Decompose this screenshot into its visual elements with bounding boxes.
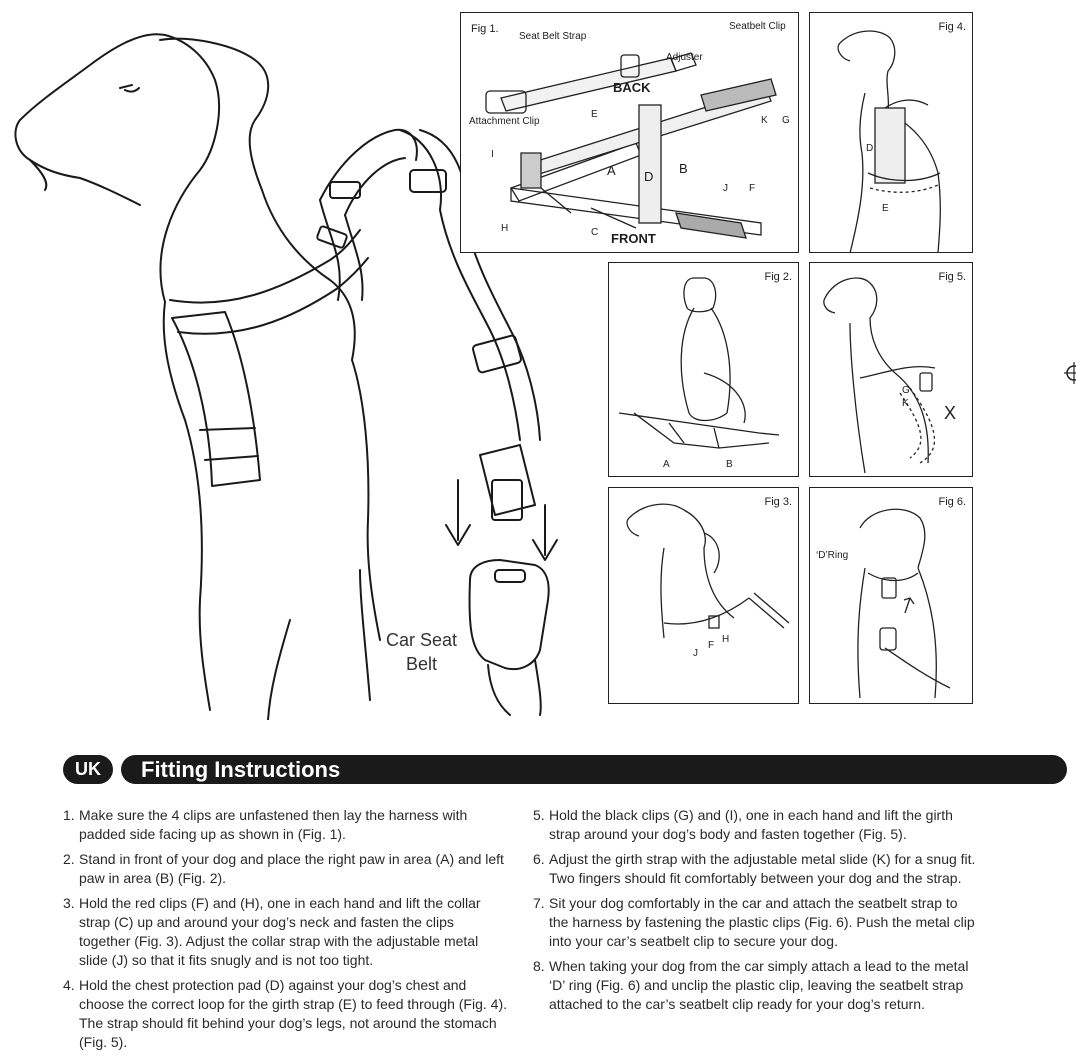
fig5-title: Fig 5.	[938, 271, 966, 283]
fig5-dog-drawing	[810, 263, 974, 478]
instruction-item	[63, 806, 508, 844]
fig2-a-label: A	[663, 459, 670, 470]
fig1-f-label: F	[749, 183, 756, 194]
instruction-text: Stand in front of your dog and place the right paw in area (A) and left paw in area (B) (Fig. 2).	[79, 851, 504, 886]
fig5-g-label: G	[902, 385, 910, 396]
section-title: Fitting Instructions	[121, 755, 1067, 784]
register-mark-icon	[1064, 362, 1076, 384]
fig1-seat-belt-strap-label: Seat Belt Strap	[519, 31, 587, 42]
fig1-i-label: I	[491, 149, 494, 160]
fig1-k-label: K	[761, 115, 768, 126]
instruction-text: When taking your dog from the car simply attach a lead to the metal ‘D’ ring (Fig. 6) and unclip the plastic clip, leaving the seatbelt strap attached to the car’s seatbelt clip ready for your dog’s return.	[549, 958, 969, 1012]
fig1-e-label: E	[591, 109, 598, 120]
instruction-item	[533, 957, 978, 1014]
figure-5	[809, 262, 973, 477]
figure-3	[608, 487, 799, 704]
instruction-number: 5.	[533, 807, 545, 823]
instruction-text: Adjust the girth strap with the adjustable metal slide (K) for a snug fit. Two fingers should fit comfortably between your dog and the strap.	[549, 851, 976, 886]
instruction-number: 3.	[63, 895, 75, 911]
instructions-left-column	[63, 806, 508, 1058]
fig1-d-label: D	[644, 169, 654, 184]
fig3-f-label: F	[708, 640, 715, 651]
fig1-title: Fig 1.	[471, 23, 499, 35]
instruction-number: 4.	[63, 977, 75, 993]
fig1-harness-drawing	[461, 13, 800, 254]
instruction-item	[533, 894, 978, 951]
fig3-title: Fig 3.	[764, 496, 792, 508]
fig1-h-label: H	[501, 223, 509, 234]
fig1-front-label: FRONT	[611, 231, 656, 246]
fig2-dog-drawing	[609, 263, 800, 478]
instruction-text: Sit your dog comfortably in the car and attach the seatbelt strap to the harness by fastening the plastic clips (Fig. 6). Push the metal clip into your car’s seatbelt clip to secure your dog.	[549, 895, 975, 949]
fig1-j-label: J	[723, 183, 728, 194]
fig1-back-label: BACK	[613, 80, 651, 95]
fig6-d-ring-label: ‘D’Ring	[816, 550, 849, 561]
fig6-dog-drawing	[810, 488, 974, 705]
uk-badge: UK	[63, 755, 113, 784]
car-seat-line1: Car Seat	[386, 630, 458, 650]
fig2-b-label: B	[726, 459, 733, 470]
fig3-h-label: H	[722, 634, 730, 645]
fig3-j-label: J	[693, 648, 698, 659]
fig4-dog-drawing	[810, 13, 974, 254]
fig1-adjuster-label: Adjuster	[666, 52, 703, 63]
car-seat-line2: Belt	[406, 654, 438, 674]
fig1-attachment-clip-label: Attachment Clip	[469, 116, 540, 127]
instruction-item	[63, 850, 508, 888]
fig1-seatbelt-clip-label: Seatbelt Clip	[729, 21, 786, 32]
fig1-b-label: B	[679, 161, 688, 176]
figure-6	[809, 487, 973, 704]
fig4-d-label: D	[866, 143, 874, 154]
fig1-c-label: C	[591, 227, 599, 238]
instruction-number: 8.	[533, 958, 545, 974]
fig4-title: Fig 4.	[938, 21, 966, 33]
instruction-number: 7.	[533, 895, 545, 911]
fig5-x-label: X	[944, 403, 957, 423]
figure-1	[460, 12, 799, 253]
figure-2	[608, 262, 799, 477]
fig2-title: Fig 2.	[764, 271, 792, 283]
instruction-text: Hold the red clips (F) and (H), one in each hand and lift the collar strap (C) up and around your dog’s neck and fasten the clips together (Fig. 3). Adjust the collar strap with the adjustable metal slide (J) so that it fits snugly and is not too tight.	[79, 895, 481, 968]
car-seat-belt-label	[386, 628, 457, 676]
instruction-item	[533, 850, 978, 888]
instruction-item	[63, 976, 508, 1052]
fig6-title: Fig 6.	[938, 496, 966, 508]
instructions-right-column	[533, 806, 978, 1020]
instruction-text: Hold the black clips (G) and (I), one in each hand and lift the girth strap around your dog’s body and fasten together (Fig. 5).	[549, 807, 953, 842]
fig1-g-label: G	[782, 115, 790, 126]
figure-4	[809, 12, 973, 253]
instruction-text: Hold the chest protection pad (D) against your dog’s chest and choose the correct loop for the girth strap (E) to feed through (Fig. 4). The strap should fit behind your dog’s legs, not around the stomach (Fig. 5).	[79, 977, 507, 1050]
instruction-number: 1.	[63, 807, 75, 823]
instruction-text: Make sure the 4 clips are unfastened then lay the harness with padded side facing up as shown in (Fig. 1).	[79, 807, 468, 842]
fig1-a-label: A	[607, 163, 616, 178]
instruction-item	[533, 806, 978, 844]
fig5-k-label: K	[902, 398, 909, 409]
instruction-number: 2.	[63, 851, 75, 867]
fig3-dog-drawing	[609, 488, 800, 705]
instruction-number: 6.	[533, 851, 545, 867]
fig4-e-label: E	[882, 203, 889, 214]
instruction-item	[63, 894, 508, 970]
